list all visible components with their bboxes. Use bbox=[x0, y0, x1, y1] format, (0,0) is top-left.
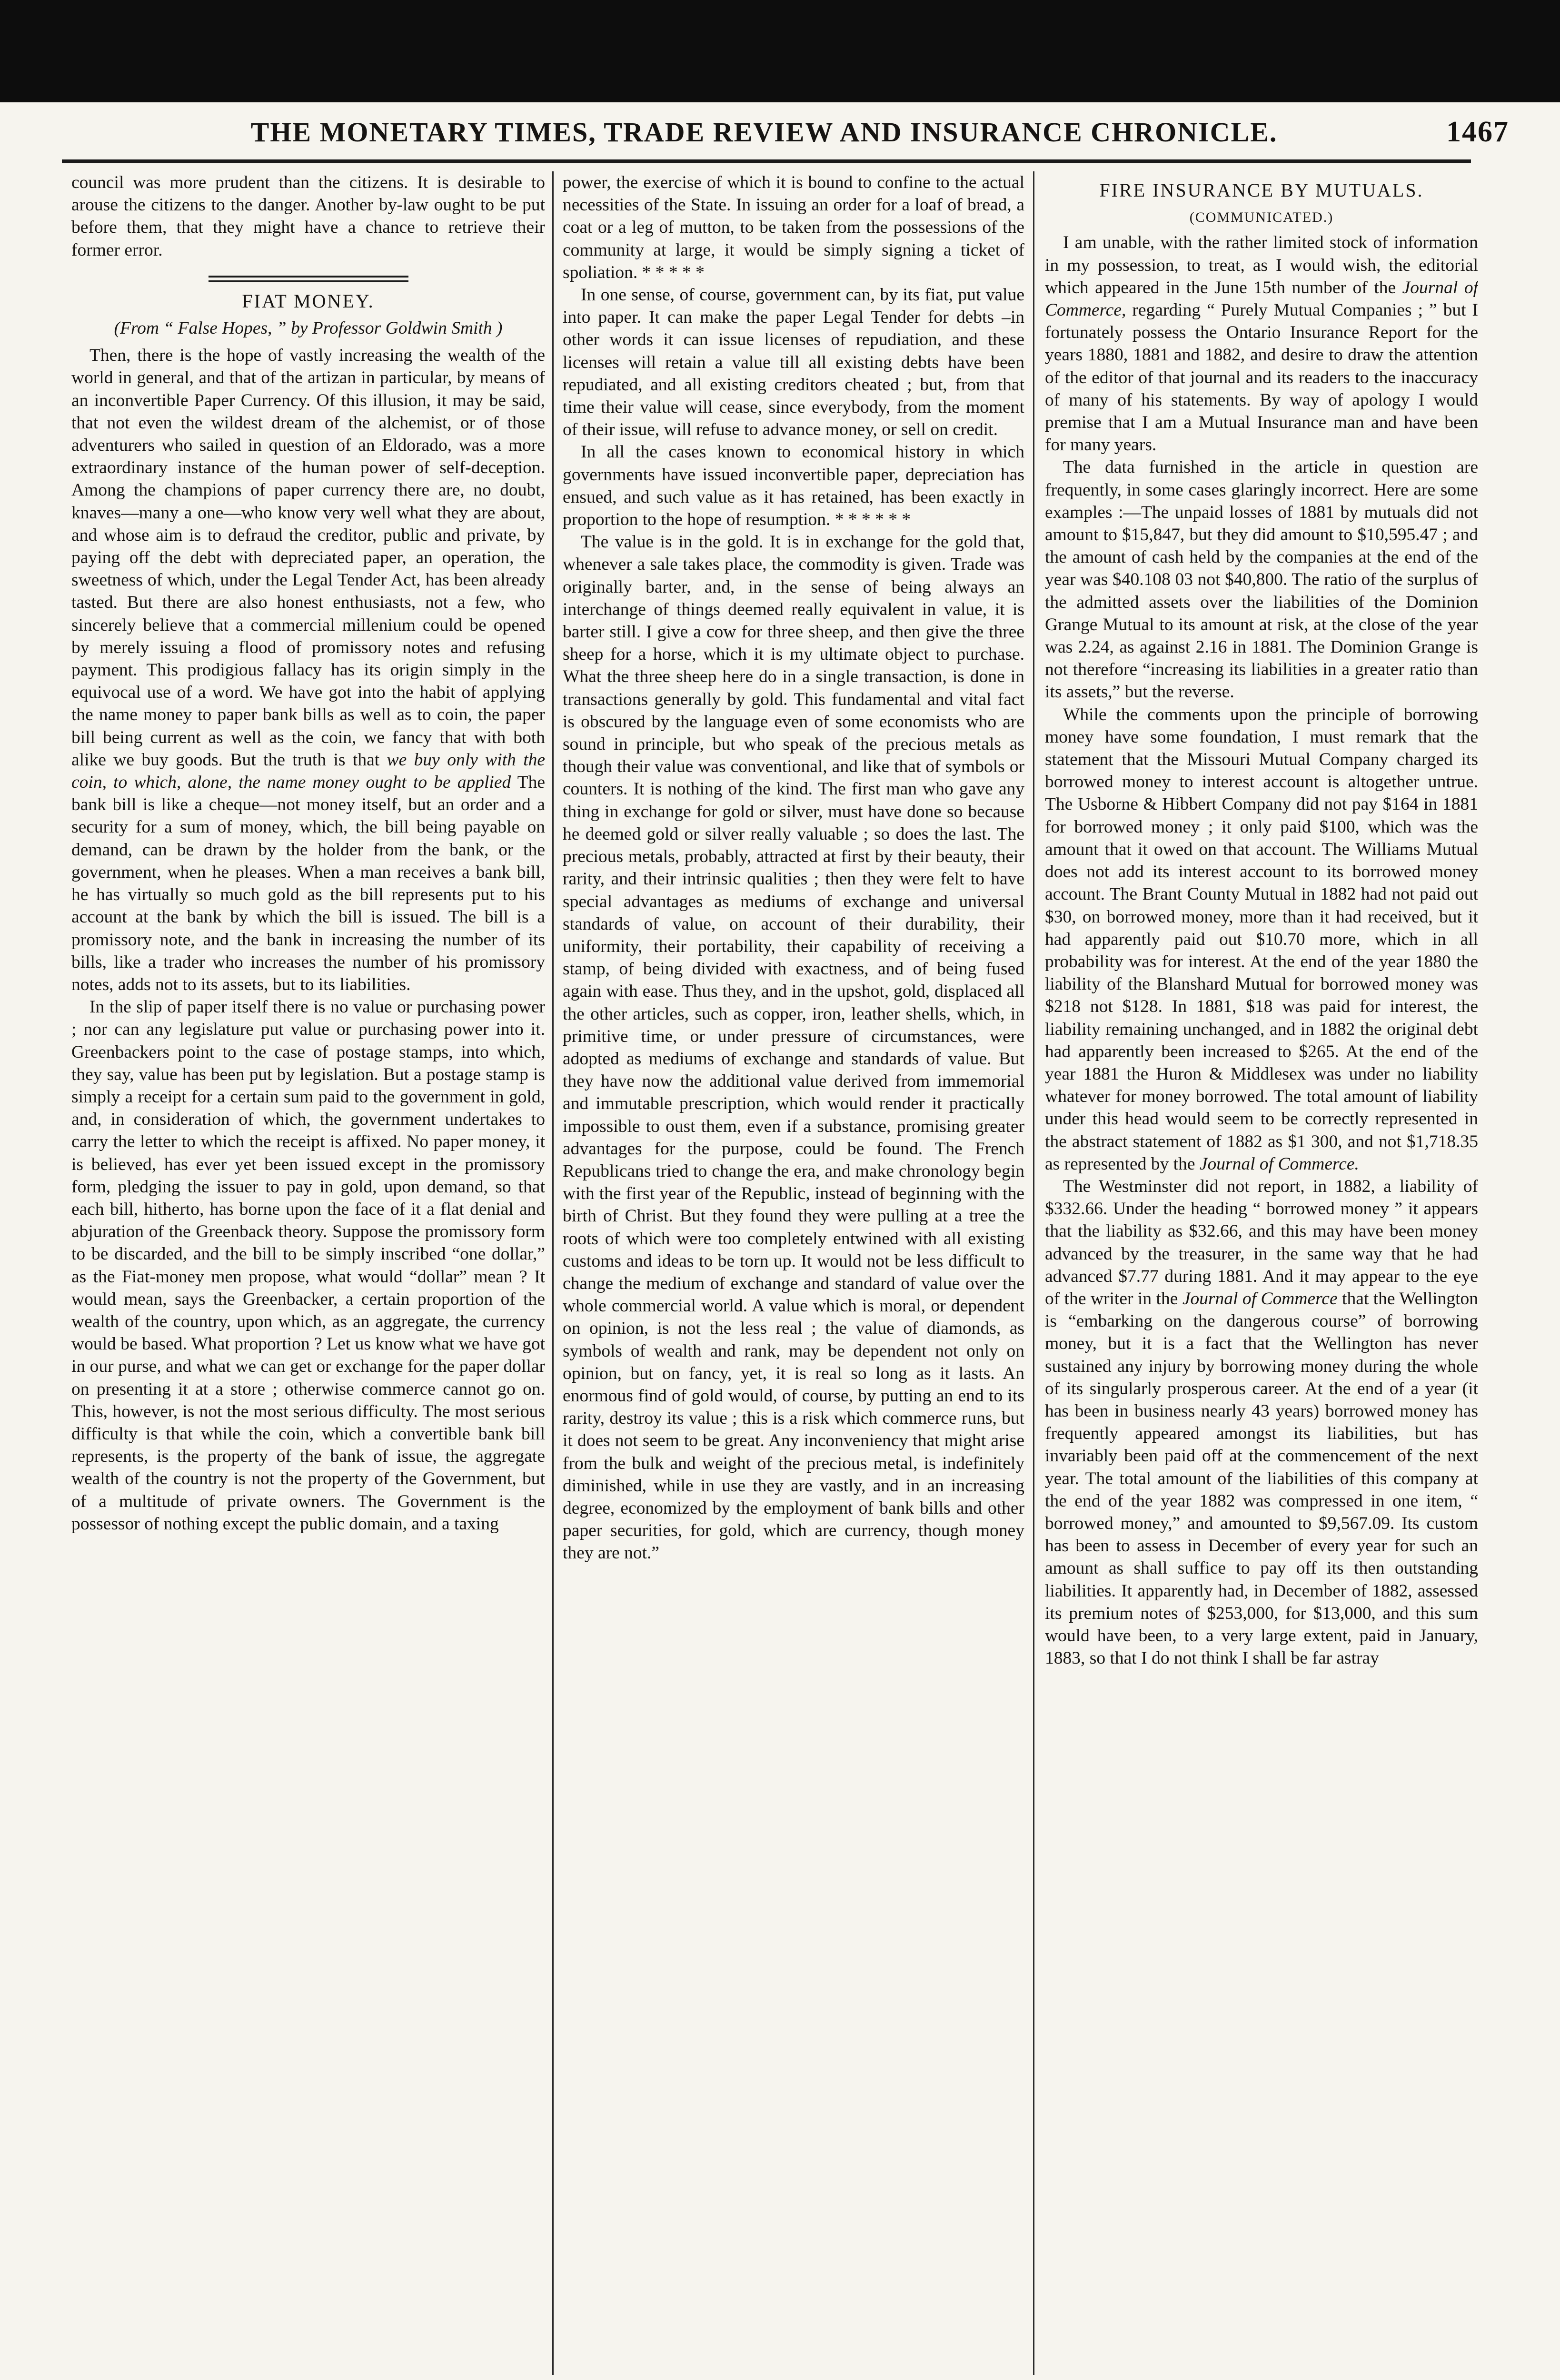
paragraph: The value is in the gold. It is in exchange for the gold that, whenever a sale takes place, the commodity is given. Trade was originally barter, and, in the sense of being always an interchange of things deemed really equivalent in value, it is barter still. I give a cow for three sheep, and then give the three sheep for a horse, which it is my ultimate object to purchase. What the three sheep here do in a single transaction, is done in transactions generally by gold. This fundamental and vital fact is obscured by the language even of some economists who are sound in principle, but who speak of the precious metals as though their value was conventional, and like that of symbols or counters. It is nothing of the kind. The first man who gave any thing in exchange for gold or silver, must have done so because he deemed gold or silver really valuable ; so does the last. The precious metals, probably, attracted at first by their beauty, their rarity, and their intrinsic qualities ; then they were felt to have special advantages as mediums of exchange and universal standards of value, on account of their durability, their uniformity, their portability, their capability of receiving a stamp, of being divided with exactness, and of being fused again with ease. Thus they, and in the upshot, gold, displaced all the other articles, such as copper, iron, leather shells, which, in primitive time, or under pressure of circumstances, were adopted as mediums of exchange and standards of value. But they have now the additional value derived from immemorial and immutable prescription, which would render it practically impossible to oust them, even if a substance, promising greater advantages for the purpose, could be found. The French Republicans tried to change the era, and make chronology begin with the first year of the Republic, instead of beginning with the birth of Christ. But they found they were pulling at a tree the roots of which were too completely entwined with all existing customs and ideas to be torn up. It would not be less difficult to change the medium of exchange and standard of value over the whole commercial world. A value which is moral, or dependent on opinion, is not the less real ; the value of diamonds, as symbols of wealth and rank, may be dependent not only on opinion, but on fancy, yet, it is real so long as it lasts. An enormous find of gold would, of course, by putting an end to its rarity, destroy its value ; this is a risk which commerce runs, but it does not seem to be great. Any inconveniency that might arise from the bulk and weight of the precious metal, is indefinitely diminished, while in use they are vastly, and in an increasing degree, economized by the employment of bank bills and other paper securities, for gold, which are currency, though money they are not.” bbox=[563, 532, 1024, 1563]
emphasis-text: we buy only with the coin, to which, alone, the name money ought to be applied bbox=[71, 750, 545, 793]
emphasis-text: Journal of Commerce, bbox=[1045, 278, 1478, 320]
emphasis-text: Journal of Commerce. bbox=[1199, 1154, 1359, 1174]
header-rule bbox=[62, 159, 1471, 163]
paragraph-text: The Westminster did not report, in 1882, a liability of $332.66. Under the heading “ borrowed money ” it appears that the liability as $32.66, and this may have been money advanced by the treasurer, in the same way that he had advanced $7.77 during 1881. And it may appear to the eye of the writer in the bbox=[1045, 1176, 1478, 1309]
column-divider bbox=[552, 171, 554, 2375]
column-middle bbox=[563, 171, 1024, 2380]
paragraph: power, the exercise of which it is bound to confine to the actual necessities of the State. In issuing an order for a loaf of bread, a coat or a leg of mutton, to be taken from the possessions of the community at large, it would be simply signing a ticket of spoliation. * * * * * bbox=[563, 173, 1024, 282]
paragraph bbox=[71, 344, 545, 996]
paragraph-text: regarding “ Purely Mutual Companies ; ” but I fortunately possess the Ontario Insurance Report for the years 1880, 1881 and 1882, and desire to draw the attention of the editor of that journal and its readers to the inaccuracy of many of his statements. By way of apology I would premise that I am a Mutual Insurance man and have been for many years. bbox=[1045, 300, 1478, 455]
paragraph-text: While the comments upon the principle of borrowing money have some foundation, I must remark that the statement that the Missouri Mutual Company charged its borrowed money to interest account is altogether untrue. The Usborne & Hibbert Company did not pay $164 in 1881 for borrowed money ; it only paid $100, which was the amount that it owed on that account. The Williams Mutual does not add its interest account to its borrowed money account. The Brant County Mutual in 1882 had not paid out $30, on borrowed money, more than it had received, but it had apparently paid out $10.70 more, which in all probability was for interest. At the end of the year 1880 the liability of the Blanshard Mutual for borrowed money was $218 not $128. In 1881, $18 was paid for interest, the liability remaining unchanged, and in 1882 the original debt had apparently been increased to $265. At the end of the year 1881 the Huron & Middlesex was under no liability whatever for money borrowed. The total amount of liability under this head would seem to be correctly represented in the abstract statement of 1882 as $1 300, and not $1,718.35 as represented by the bbox=[1045, 704, 1478, 1174]
paragraph-text: Then, there is the hope of vastly increasing the wealth of the world in general, and that of the artizan in particular, by means of an inconvertible Paper Currency. Of this illusion, it may be said, that not even the wildest dream of the alchemist, or of those adventurers who sailed in question of an Eldorado, was a more extraordinary instance of the human power of self-deception. Among the champions of paper currency there are, no doubt, knaves—many a one—who know very well what they are about, and whose aim is to defraud the creditor, public and private, by paying off the debt with depreciated paper, an operation, the sweetness of which, under the Legal Tender Act, has been already tasted. But there are also honest enthusiasts, not a few, who sincerely believe that a commercial millenium could be opened by merely issuing a flood of promissory notes and refusing payment. This prodigious fallacy has its origin simply in the equivocal use of a word. We have got into the habit of applying the name money to paper bank bills as well as to coin, the paper bill being current as well as the coin, we fancy that with both alike we buy goods. But the truth is that bbox=[71, 346, 545, 770]
paragraph bbox=[1045, 1175, 1478, 1669]
paragraph: In all the cases known to economical history in which governments have issued inconvertible paper, depreciation has ensued, and such value as it has retained, has been exactly in proportion to the hope of resumption. * * * * * * bbox=[563, 442, 1024, 530]
paragraph bbox=[1045, 704, 1478, 1175]
paragraph-text: that the Wellington is “embarking on the dangerous course” of borrowing money, but it is a fact that the Wellington has never sustained any injury by borrowing money during the whole of its singularly prosperous career. At the end of a year (it has been in business nearly 43 years) borrowed money has frequently appeared amongst its liabilities, but has invariably been paid off at the commencement of the next year. The total amount of the liabilities of this company at the end of the year 1882 was compressed in one item, “ borrowed money,” and amounted to $9,567.09. Its custom has been to assess in December of every year for such an amount as shall suffice to pay off its then outstanding liabilities. It apparently had, in December of 1882, assessed its premium notes of $253,000, for $13,000, and this sum would have been, to a very large extent, paid in January, 1883, so that I do not think I shall be far astray bbox=[1045, 1289, 1478, 1668]
column-left bbox=[71, 171, 545, 2380]
article-title: FIRE INSURANCE BY MUTUALS. bbox=[1099, 179, 1424, 201]
column-right bbox=[1045, 171, 1478, 2380]
paragraph bbox=[1045, 231, 1478, 456]
paragraph: In one sense, of course, government can, by its fiat, put value into paper. It can make the paper Legal Tender for debts –in other words it can issue licenses of repudiation, and these licenses will retain a value till all existing debts have been repudiated, and all existing creditors cheated ; but, from that time their value will cease, since everybody, from the moment of their issue, will refuse to advance money, or sell on credit. bbox=[563, 285, 1024, 440]
page-number: 1467 bbox=[1446, 116, 1509, 148]
paragraph: council was more prudent than the citizens. It is desirable to arouse the citizens to the danger. Another by-law ought to be put before them, that they might have a chance to retrieve their former error. bbox=[71, 173, 545, 260]
article-title: FIAT MONEY. bbox=[242, 290, 375, 312]
paragraph: The data furnished in the article in question are frequently, in some cases glaringly incorrect. Here are some examples :—The unpaid losses of 1881 by mutuals did not amount to $15,847, but they did amount to $10,595.47 ; and the amount of cash held by the companies at the end of the year was $40.108 03 not $40,800. The ratio of the surplus of the admitted assets over the liabilities of the Dominion Grange Mutual to its amount at risk, at the close of the year was 2.24, as against 2.16 in 1881. The Dominion Grange is not therefore “increasing its liabilities in a greater ratio than its assets,” but the reverse. bbox=[1045, 457, 1478, 702]
article-attribution: (From “ False Hopes, ” by Professor Goldwin Smith ) bbox=[114, 318, 503, 338]
paragraph: In the slip of paper itself there is no value or purchasing power ; nor can any legislature put value or purchasing power into it. Greenbackers point to the case of postage stamps, into which, they say, value has been put by legislation. But a postage stamp is simply a receipt for a certain sum paid to the government in gold, and, in consideration of which, the government undertakes to carry the letter to which the receipt is affixed. No paper money, it is believed, has ever yet been issued except in the promissory form, pledging the issuer to pay in gold, upon demand, so that each bill, hitherto, has borne upon the face of it a flat denial and abjuration of the Greenback theory. Suppose the promissory form to be discarded, and the bill to be simply inscribed “one dollar,” as the Fiat-money men propose, what would “dollar” mean ? It would mean, says the Greenbacker, a certain proportion of the wealth of the country, upon which, as an aggregate, the currency would be based. What proportion ? Let us know what we have got in our purse, and what we can get or exchange for the paper dollar on presenting it at a store ; otherwise commerce cannot go on. This, however, is not the most serious difficulty. The most serious difficulty is that while the coin, which a convertible bank bill represents, is the property of the bank of issue, the aggregate wealth of the country is not the property of the Government, but of a multitude of private owners. The Government is the possessor of nothing except the public domain, and a taxing bbox=[71, 997, 545, 1534]
masthead-title: THE MONETARY TIMES, TRADE REVIEW AND INSURANCE CHRONICLE. bbox=[250, 116, 1278, 148]
emphasis-text: Journal of Commerce bbox=[1182, 1289, 1338, 1309]
scan-top-border bbox=[0, 0, 1560, 102]
article-subtitle: (COMMUNICATED.) bbox=[1189, 209, 1334, 226]
page-header bbox=[48, 106, 1509, 158]
paragraph-text: The bank bill is like a cheque—not money itself, but an order and a security for a sum of money, which, the bill being payable on demand, can be drawn by the holder from the bank, or the government, when he pleases. When a man receives a bank bill, he has virtually so much gold as the bill represents put to his account at the bank by which the bill is issued. The bill is a promissory note, and the bank in increasing the number of its bills, like a trader who increases the number of his promissory notes, adds not to its assets, but to its liabilities. bbox=[71, 773, 545, 994]
column-divider bbox=[1033, 171, 1034, 2375]
section-rule bbox=[209, 276, 408, 282]
paragraph-text: I am unable, with the rather limited stock of information in my possession, to treat, as I would wish, the editorial which appeared in the June 15th number of the bbox=[1045, 233, 1478, 298]
